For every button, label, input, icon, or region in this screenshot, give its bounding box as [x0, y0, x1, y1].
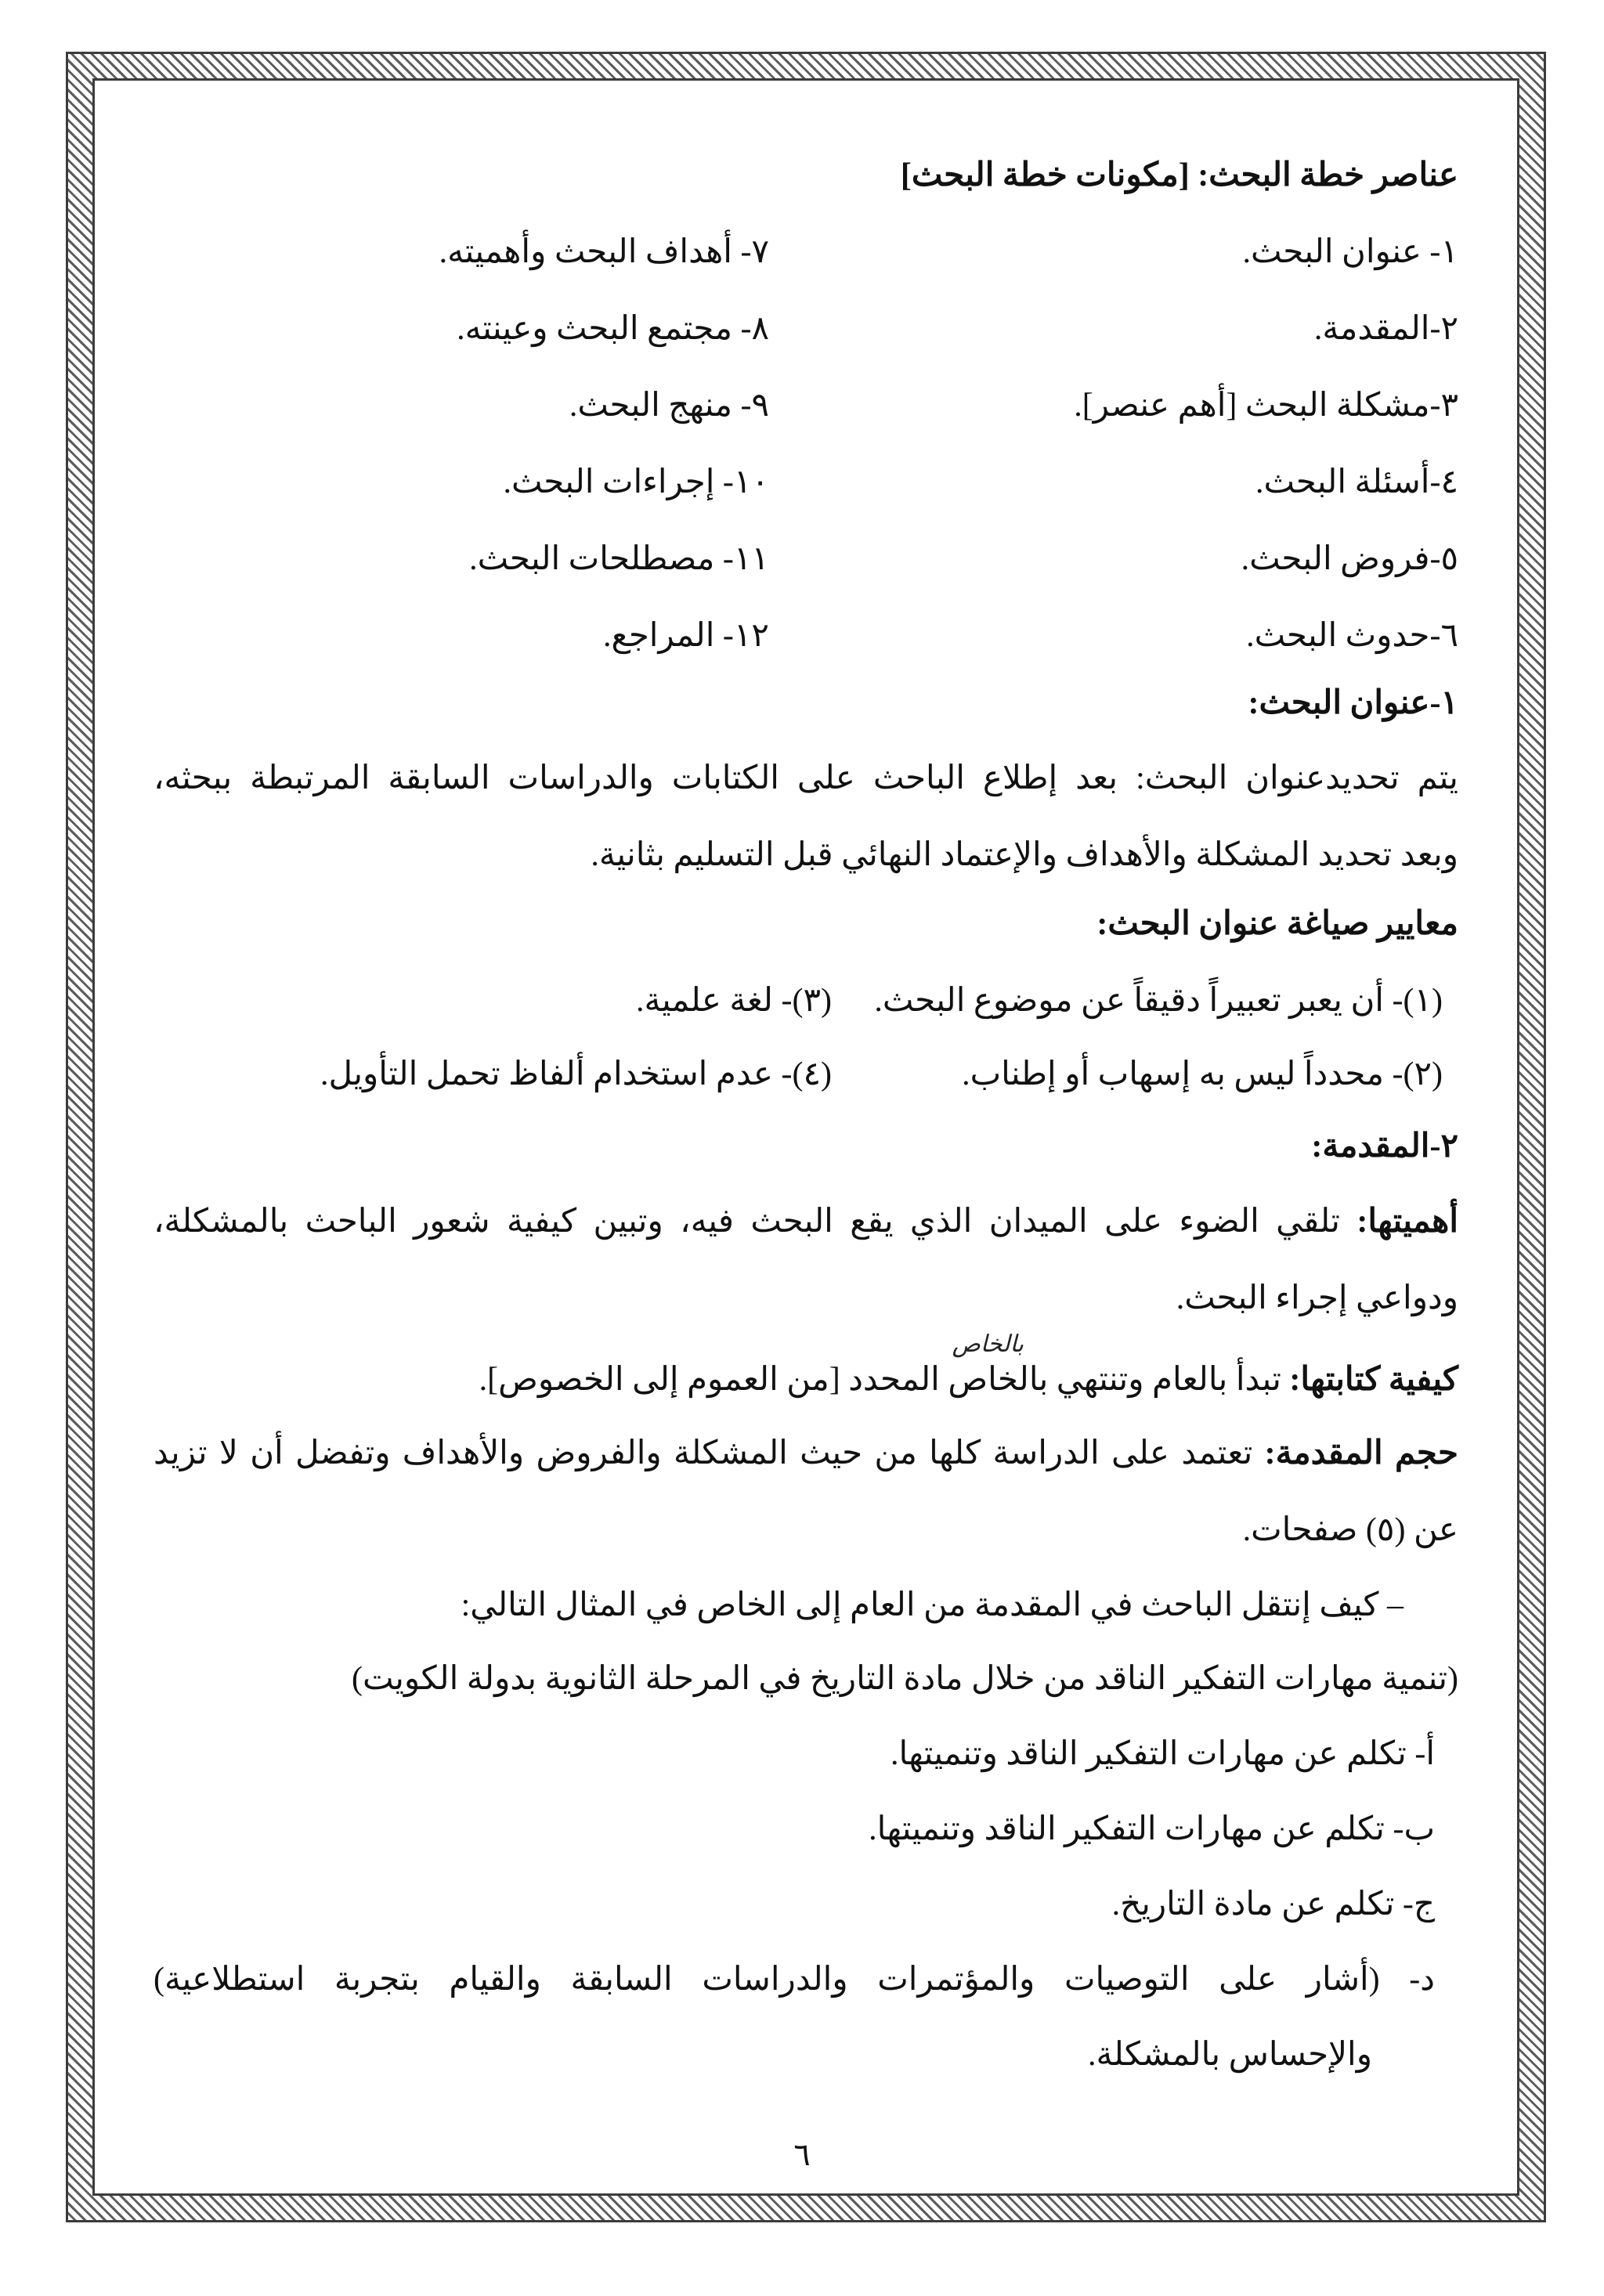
paragraph-line: ودواعي إجراء البحث.	[1176, 1280, 1458, 1316]
example-item: د- (أشار على التوصيات والمؤتمرات والدراسات السابقة والقيام بتجربة استطلاعية)	[154, 1962, 1435, 1998]
heading-research-plan-elements: عناصر خطة البحث: [مكونات خطة البحث]	[900, 157, 1458, 193]
criteria-heading: معايير صياغة عنوان البحث:	[1096, 906, 1458, 942]
section-heading-introduction: ٢-المقدمة:	[1311, 1128, 1458, 1164]
example-item: أ- تكلم عن مهارات التفكير الناقد وتنميتها.	[891, 1736, 1435, 1772]
size-label: حجم المقدمة:	[1264, 1435, 1459, 1471]
paragraph-line: وبعد تحديد المشكلة والأهداف والإعتماد النهائي قبل التسليم بثانية.	[591, 837, 1458, 873]
criteria-item: (٤)- عدم استخدام ألفاظ تحمل التأويل.	[320, 1056, 832, 1092]
list-item: ٢-المقدمة.	[1313, 311, 1458, 347]
handwritten-annotation: بالخاص	[952, 1330, 1024, 1358]
list-item: ٥-فروض البحث.	[1241, 541, 1458, 577]
size-text: تعتمد على الدراسة كلها من حيث المشكلة والفروض والأهداف وتفضل أن لا تزيد	[154, 1435, 1265, 1471]
list-item: ٦-حدوث البحث.	[1246, 618, 1458, 654]
page-number: ٦	[793, 2137, 811, 2172]
list-item: ٣-مشكلة البحث [أهم عنصر].	[1074, 388, 1458, 424]
paragraph-line: يتم تحديدعنوان البحث: بعد إطلاع الباحث على الكتابات والدراسات السابقة المرتبطة ببحثه،	[154, 760, 1458, 796]
paragraph-line: عن (٥) صفحات.	[1242, 1512, 1458, 1548]
writing-text: تبدأ بالعام وتنتهي بالخاص المحدد [من العموم إلى الخصوص].	[479, 1362, 1290, 1398]
size-paragraph-line	[154, 1433, 1458, 1475]
example-item: ج- تكلم عن مادة التاريخ.	[1111, 1886, 1435, 1922]
list-item: ٧- أهداف البحث وأهميته.	[439, 234, 769, 270]
criteria-item: (٢)- محدداً ليس به إسهاب أو إطناب.	[962, 1056, 1443, 1092]
criteria-item: (١)- أن يعبر تعبيراً دقيقاً عن موضوع البحث.	[874, 983, 1443, 1019]
list-item: ١٢- المراجع.	[602, 618, 769, 654]
criteria-item: (٣)- لغة علمية.	[635, 983, 832, 1019]
writing-paragraph-line	[479, 1359, 1458, 1401]
importance-paragraph-line	[154, 1201, 1458, 1243]
list-item: ١١- مصطلحات البحث.	[469, 541, 769, 577]
list-item: ٤-أسئلة البحث.	[1255, 464, 1458, 500]
section-heading-title: ١-عنوان البحث:	[1248, 685, 1458, 721]
list-item: ١٠- إجراءات البحث.	[503, 464, 769, 500]
example-title: (تنمية مهارات التفكير الناقد من خلال مادة التاريخ في المرحلة الثانوية بدولة الكويت)	[351, 1661, 1458, 1697]
list-item: ١- عنوان البحث.	[1242, 234, 1458, 270]
importance-label: أهميتها:	[1357, 1204, 1458, 1240]
writing-label: كيفية كتابتها:	[1289, 1362, 1458, 1398]
list-item: ٩- منهج البحث.	[569, 388, 769, 424]
example-item: ب- تكلم عن مهارات التفكير الناقد وتنميتها.	[869, 1811, 1435, 1847]
example-question: – كيف إنتقل الباحث في المقدمة من العام إلى الخاص في المثال التالي:	[461, 1587, 1404, 1623]
list-item: ٨- مجتمع البحث وعينته.	[457, 311, 769, 347]
example-item-continuation: والإحساس بالمشكلة.	[1087, 2037, 1372, 2073]
importance-text: تلقي الضوء على الميدان الذي يقع البحث فيه، وتبين كيفية شعور الباحث بالمشكلة،	[154, 1204, 1357, 1240]
